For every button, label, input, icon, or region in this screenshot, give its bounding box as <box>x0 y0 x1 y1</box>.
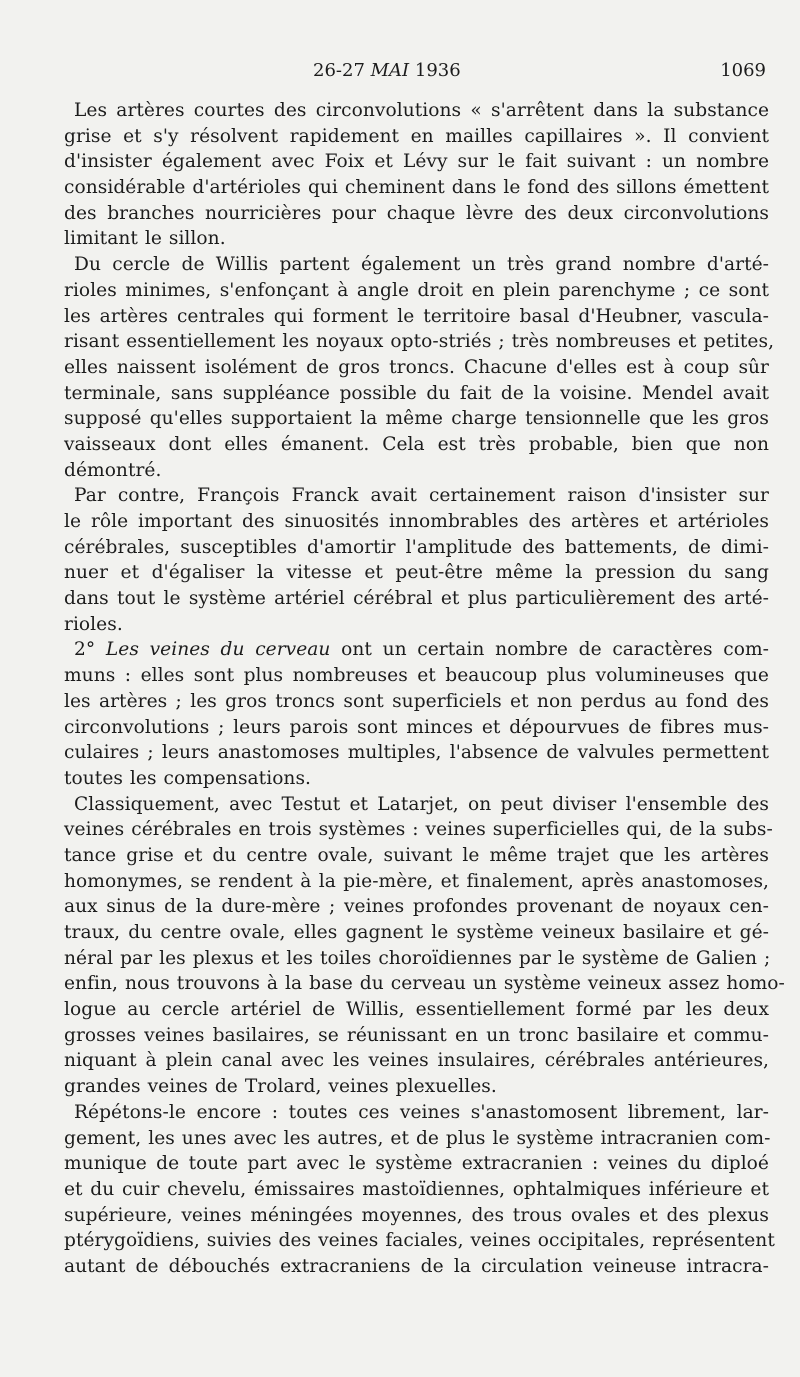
text-line: munique de toute part avec le système extracranien : veines du diploé <box>64 1153 769 1175</box>
paragraph <box>64 483 769 637</box>
text-line: logue au cercle artériel de Willis, essentiellement formé par les deux <box>64 999 769 1021</box>
running-header <box>0 60 800 86</box>
text-line: culaires ; leurs anastomoses multiples, l'absence de valvules permettent <box>64 742 769 764</box>
text-line: dans tout le système artériel cérébral et plus particulièrement des arté- <box>64 588 769 610</box>
text-line: circonvolutions ; leurs parois sont minces et dépourvues de fibres mus- <box>64 716 769 738</box>
text-line: grosses veines basilaires, se réunissant en un tronc basilaire et commu- <box>64 1024 769 1046</box>
text-line: et du cuir chevelu, émissaires mastoïdiennes, ophtalmiques inférieure et <box>64 1178 769 1200</box>
paragraph <box>64 252 775 483</box>
text-line: niquant à plein canal avec les veines insulaires, cérébrales antérieures, <box>64 1050 769 1072</box>
text-line: aux sinus de la dure-mère ; veines profondes provenant de noyaux cen- <box>64 896 769 918</box>
text-line: le rôle important des sinuosités innombrables des artères et artérioles <box>64 511 769 532</box>
section-number: 2° <box>74 639 106 661</box>
text-line: vaisseaux dont elles émanent. Cela est très probable, bien que non <box>64 433 769 455</box>
text-line: muns : elles sont plus nombreuses et beaucoup plus volumineuses que <box>64 665 769 687</box>
text-line: supposé qu'elles supportaient la même charge tensionnelle que les gros <box>64 408 769 430</box>
text-line: gement, les unes avec les autres, et de plus le système intracranien com- <box>64 1127 771 1149</box>
text-line: terminale, sans suppléance possible du fait de la voisine. Mendel avait <box>64 382 769 404</box>
text-line: grandes veines de Trolard, veines plexuelles. <box>64 1076 497 1098</box>
text-line: Du cercle de Willis partent également un très grand nombre d'arté- <box>74 254 769 276</box>
text-line: les artères centrales qui forment le territoire basal d'Heubner, vascula- <box>64 305 769 327</box>
paragraph <box>64 637 769 791</box>
paragraph <box>64 792 785 1100</box>
text-line: des branches nourricières pour chaque lèvre des deux circonvolutions <box>64 202 769 224</box>
section-heading: Les veines du cerveau <box>105 639 331 661</box>
body-text <box>64 98 785 1280</box>
header-month: MAI <box>370 60 410 81</box>
text-line: grise et s'y résolvent rapidement en mailles capillaires ». Il convient <box>64 125 769 147</box>
header-year: 1936 <box>409 60 461 81</box>
text-line <box>64 637 769 663</box>
text-line: autant de débouchés extracraniens de la circulation veineuse intracra- <box>64 1255 769 1277</box>
text-line: nuer et d'égaliser la vitesse et peut-être même la pression du sang <box>64 562 769 584</box>
line-text: ont un certain nombre de caractères com- <box>330 639 770 661</box>
text-line: ptérygoïdiens, suivies des veines faciales, veines occipitales, représentent <box>64 1230 775 1252</box>
text-line: démontré. <box>64 459 162 481</box>
text-line: Les artères courtes des circonvolutions « s'arrêtent dans la substance <box>74 100 769 121</box>
text-line: rioles. <box>64 613 123 635</box>
text-line: Répétons-le encore : toutes ces veines s'anastomosent librement, lar- <box>74 1101 769 1123</box>
text-line: rioles minimes, s'enfonçant à angle droit en plein parenchyme ; ce sont <box>64 279 769 301</box>
text-line: tance grise et du centre ovale, suivant le même trajet que les artères <box>64 844 769 866</box>
text-line: considérable d'artérioles qui cheminent dans le fond des sillons émettent <box>64 177 769 199</box>
text-line: veines cérébrales en trois systèmes : veines superficielles qui, de la subs- <box>64 819 773 841</box>
text-line: homonymes, se rendent à la pie-mère, et finalement, après anastomoses, <box>64 870 769 892</box>
header-days: 26-27 <box>313 60 371 81</box>
text-line: toutes les compensations. <box>64 767 312 789</box>
header-date <box>313 60 461 81</box>
text-line: risant essentiellement les noyaux opto-striés ; très nombreuses et petites, <box>64 331 775 353</box>
text-line: Par contre, François Franck avait certainement raison d'insister sur <box>74 485 769 507</box>
text-line: elles naissent isolément de gros troncs. Chacune d'elles est à coup sûr <box>64 356 769 378</box>
text-line: Classiquement, avec Testut et Latarjet, on peut diviser l'ensemble des <box>74 793 769 815</box>
page-number: 1069 <box>720 60 766 81</box>
text-line: néral par les plexus et les toiles choroïdiennes par le système de Galien ; <box>64 947 771 969</box>
text-line: d'insister également avec Foix et Lévy sur le fait suivant : un nombre <box>64 151 769 173</box>
text-line: supérieure, veines méningées moyennes, des trous ovales et des plexus <box>64 1204 769 1226</box>
text-line: enfin, nous trouvons à la base du cerveau un système veineux assez homo- <box>64 973 785 995</box>
text-line: cérébrales, susceptibles d'amortir l'amplitude des battements, de dimi- <box>64 536 769 558</box>
paragraph <box>64 98 769 252</box>
text-line: limitant le sillon. <box>64 228 226 250</box>
paragraph <box>64 1100 775 1280</box>
text-line: traux, du centre ovale, elles gagnent le système veineux basilaire et gé- <box>64 922 769 943</box>
text-line: les artères ; les gros troncs sont superficiels et non perdus au fond des <box>64 690 769 712</box>
